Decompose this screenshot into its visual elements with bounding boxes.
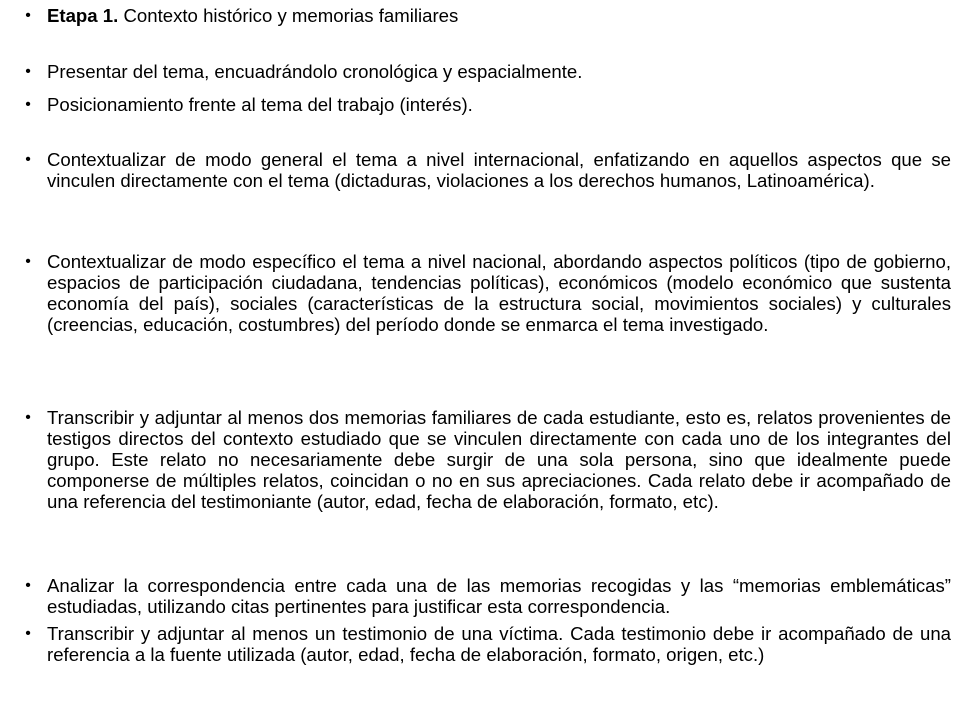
bullet-marker: •: [25, 625, 31, 642]
bullet-marker: •: [25, 577, 31, 594]
heading-item: [47, 5, 951, 26]
bullet-marker: •: [25, 63, 31, 80]
list-item: Analizar la correspondencia entre cada una de las memorias recogidas y las “memorias emblemáticas” estudiadas, utilizando citas pertinentes para justificar esta correspondencia.: [47, 575, 951, 617]
list-item: Contextualizar de modo general el tema a nivel internacional, enfatizando en aquellos aspectos que se vinculen directamente con el tema (dictaduras, violaciones a los derechos humanos, Latinoamérica).: [47, 149, 951, 191]
bullet-marker: •: [25, 253, 31, 270]
list-item: Contextualizar de modo específico el tema a nivel nacional, abordando aspectos políticos (tipo de gobierno, espacios de participación ciudadana, tendencias políticas), económicos (modelo económico que sustenta economía del país), sociales (características de la estructura social, movimientos sociales) y culturales (creencias, educación, costumbres) del período donde se enmarca el tema investigado.: [47, 251, 951, 335]
list-item: Presentar del tema, encuadrándolo cronológica y espacialmente.: [47, 61, 583, 82]
bullet-marker: •: [25, 7, 31, 24]
bullet-marker: •: [25, 151, 31, 168]
bullet-marker: •: [25, 96, 31, 113]
list-item: Posicionamiento frente al tema del trabajo (interés).: [47, 94, 473, 115]
heading-title: Contexto histórico y memorias familiares: [118, 5, 459, 26]
list-item: Transcribir y adjuntar al menos un testimonio de una víctima. Cada testimonio debe ir acompañado de una referencia a la fuente utilizada (autor, edad, fecha de elaboración, formato, origen, etc.): [47, 623, 951, 665]
heading-bold: Etapa 1.: [47, 5, 119, 26]
list-item: Transcribir y adjuntar al menos dos memorias familiares de cada estudiante, esto es, relatos provenientes de testigos directos del contexto estudiado que se vinculen directamente con cada uno de los integrantes del grupo. Este relato no necesariamente debe surgir de una sola persona, sino que idealmente puede componerse de múltiples relatos, coincidan o no en sus apreciaciones. Cada relato debe ir acompañado de una referencia del testimoniante (autor, edad, fecha de elaboración, formato, etc).: [47, 407, 951, 512]
bullet-marker: •: [25, 409, 31, 426]
